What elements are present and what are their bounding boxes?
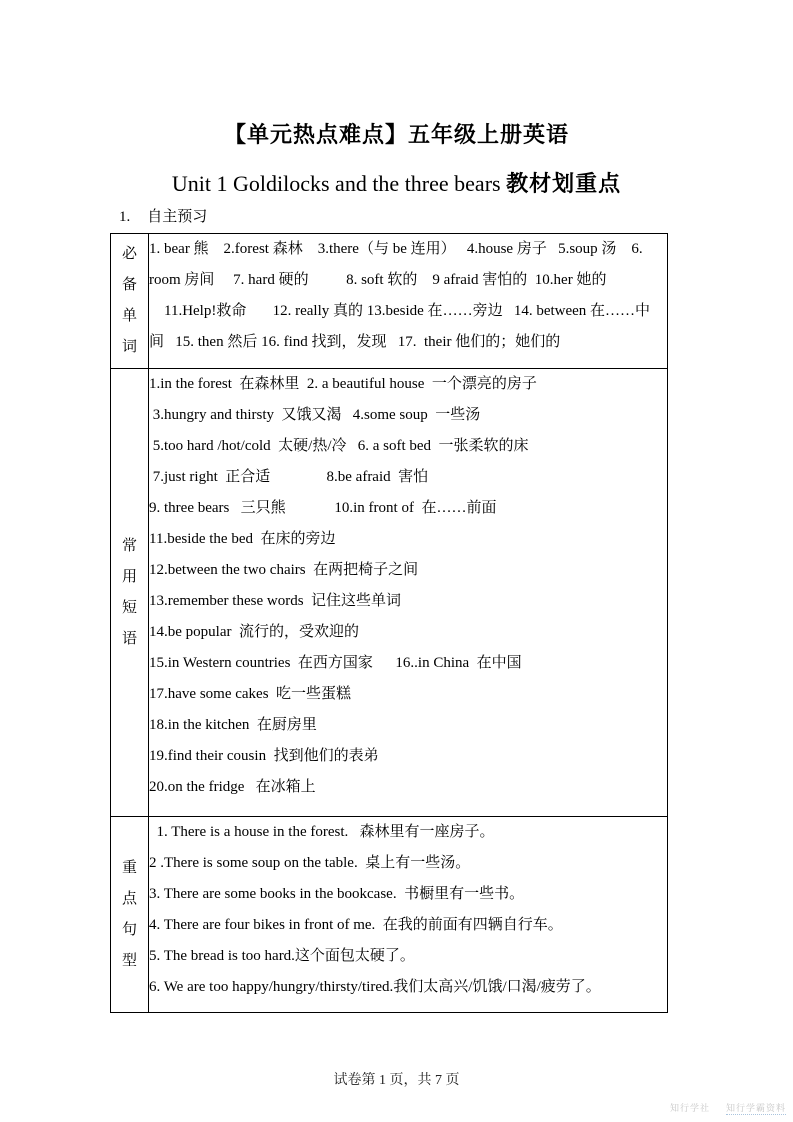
word-line: 间 15. then 然后 16. find 找到，发现 17. their 他们的；她们的	[149, 334, 561, 350]
phrase-line: 20.on the fridge 在冰箱上	[149, 779, 316, 795]
subtitle-english: Unit 1 Goldilocks and the three bears	[171, 171, 501, 196]
header-char: 语	[121, 630, 137, 647]
header-char: 备	[121, 277, 137, 293]
word-line: 1. bear 熊 2.forest 森林 3.there（与 be 连用） 4.house 房子 5.soup 汤 6.	[149, 241, 643, 257]
row-header-words	[111, 234, 149, 369]
sentence-line: 2 .There is some soup on the table. 桌上有一些汤。	[149, 855, 471, 871]
header-char: 必	[121, 246, 137, 262]
table-row-words	[111, 234, 668, 369]
phrases-cell	[149, 369, 668, 817]
header-char: 重	[121, 859, 137, 876]
page-footer: 试卷第 1 页，共 7 页	[333, 1073, 460, 1088]
header-char: 型	[121, 952, 137, 969]
phrase-line: 14.be popular 流行的，受欢迎的	[149, 624, 359, 640]
study-table	[110, 233, 668, 1013]
subtitle-chinese: 教材划重点	[506, 171, 622, 196]
sentence-line: 4. There are four bikes in front of me. 在我的前面有四辆自行车。	[149, 917, 563, 933]
watermark	[670, 1101, 786, 1114]
row-header-sentences	[111, 817, 149, 1013]
word-line: 11.Help!救命 12. really 真的 13.beside 在……旁边 14. between 在……中	[149, 303, 651, 319]
phrase-line: 3.hungry and thirsty 又饿又渴 4.some soup 一些汤	[149, 407, 481, 423]
header-char: 词	[121, 339, 137, 355]
phrase-line: 11.beside the bed 在床的旁边	[149, 531, 336, 547]
header-char: 常	[121, 537, 137, 554]
phrase-line: 1.in the forest 在森林里 2. a beautiful house 一个漂亮的房子	[149, 376, 537, 392]
section-number: 1.	[119, 209, 131, 225]
phrase-line: 13.remember these words 记住这些单词	[149, 593, 402, 609]
word-line: room 房间 7. hard 硬的 8. soft 软的 9 afraid 害怕的 10.her 她的	[149, 272, 607, 288]
phrase-line: 5.too hard /hot/cold 太硬/热/冷 6. a soft bed 一张柔软的床	[149, 438, 529, 454]
header-char: 用	[121, 568, 137, 585]
table-row-sentences	[111, 817, 668, 1013]
watermark-right: 知行学霸资料	[725, 1103, 786, 1113]
sentences-cell	[149, 817, 668, 1013]
header-char: 单	[121, 308, 137, 324]
doc-title: 【单元热点难点】五年级上册英语	[223, 122, 569, 147]
section-heading	[119, 205, 207, 226]
header-char: 句	[121, 921, 137, 938]
phrase-line: 12.between the two chairs 在两把椅子之间	[149, 562, 419, 578]
header-char: 点	[121, 890, 137, 907]
phrase-line: 18.in the kitchen 在厨房里	[149, 717, 317, 733]
table-row-phrases	[111, 369, 668, 817]
sentence-line: 3. There are some books in the bookcase. 书橱里有一些书。	[149, 886, 525, 902]
sentence-line: 6. We are too happy/hungry/thirsty/tired.我们太高兴/饥饿/口渴/疲劳了。	[149, 979, 601, 995]
sentence-line: 5. The bread is too hard.这个面包太硬了。	[149, 948, 415, 964]
phrase-line: 7.just right 正合适 8.be afraid 害怕	[149, 469, 429, 485]
phrase-line: 9. three bears 三只熊 10.in front of 在……前面	[149, 500, 497, 516]
row-header-phrases	[111, 369, 149, 817]
section-label: 自主预习	[147, 209, 208, 225]
watermark-left: 知行学社	[669, 1103, 710, 1113]
header-char: 短	[121, 599, 137, 616]
words-cell	[149, 234, 668, 369]
phrase-line: 15.in Western countries 在西方国家 16..in China 在中国	[149, 655, 522, 671]
doc-subtitle	[0, 167, 793, 198]
sentence-line: 1. There is a house in the forest. 森林里有一座房子。	[149, 824, 495, 840]
phrase-line: 19.find their cousin 找到他们的表弟	[149, 748, 379, 764]
phrase-line: 17.have some cakes 吃一些蛋糕	[149, 686, 352, 702]
